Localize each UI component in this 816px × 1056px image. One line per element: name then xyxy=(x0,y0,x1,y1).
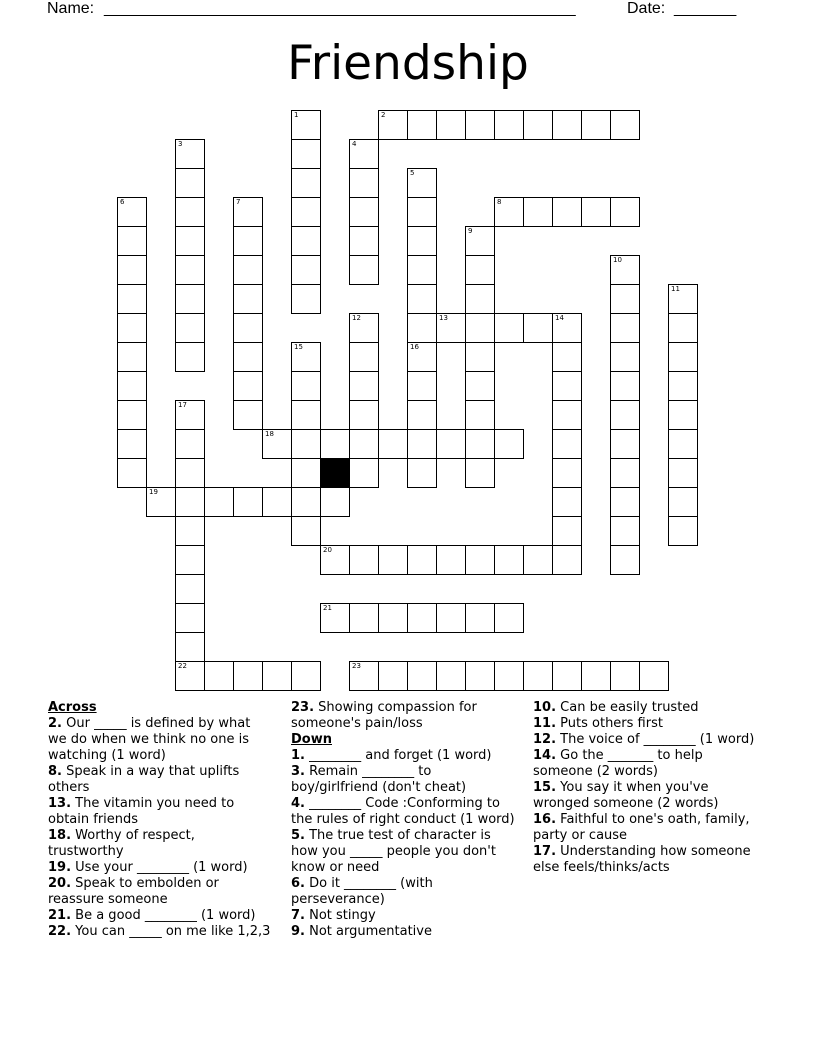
clue-text: Speak in a way that uplifts others xyxy=(48,764,240,795)
clue-text: ________ and forget (1 word) xyxy=(304,748,492,763)
clue-number: 4 xyxy=(352,140,357,148)
grid-cell[interactable] xyxy=(349,255,379,285)
grid-cell[interactable] xyxy=(610,545,640,575)
grid-cell[interactable] xyxy=(349,226,379,256)
grid-cell[interactable] xyxy=(610,284,640,314)
clue xyxy=(48,908,272,924)
grid-cell[interactable] xyxy=(291,400,321,430)
grid-cell[interactable] xyxy=(175,342,205,372)
grid-cell[interactable] xyxy=(552,313,582,343)
clue xyxy=(533,732,761,748)
grid-cell[interactable] xyxy=(378,545,408,575)
grid-cell[interactable] xyxy=(233,400,263,430)
clue xyxy=(291,828,515,876)
grid-cell[interactable] xyxy=(668,487,698,517)
clue xyxy=(48,828,272,860)
down-heading: Down xyxy=(291,732,332,747)
clue-column-2 xyxy=(291,700,515,940)
grid-cell[interactable] xyxy=(610,429,640,459)
clue-number: 18. xyxy=(48,828,72,843)
grid-cell[interactable] xyxy=(610,371,640,401)
grid-cell[interactable] xyxy=(407,603,437,633)
clue-text: Remain ________ to boy/girlfriend (don't cheat) xyxy=(291,764,467,795)
grid-cell[interactable] xyxy=(233,313,263,343)
grid-cell[interactable] xyxy=(552,342,582,372)
grid-cell[interactable] xyxy=(610,400,640,430)
clue-number: 21. xyxy=(48,908,72,923)
clue-text: You say it when you've wronged someone (2 words) xyxy=(533,780,719,811)
grid-cell[interactable] xyxy=(494,603,524,633)
clue xyxy=(533,812,761,844)
grid-cell[interactable] xyxy=(407,168,437,198)
grid-cell[interactable] xyxy=(349,545,379,575)
clue-text: Speak to embolden or reassure someone xyxy=(48,876,219,907)
clue-text: Worthy of respect, trustworthy xyxy=(48,828,195,859)
clue-number: 1. xyxy=(291,748,305,763)
grid-cell[interactable] xyxy=(233,487,263,517)
grid-cell[interactable] xyxy=(320,545,350,575)
clue-text: Puts others first xyxy=(556,716,663,731)
grid-cell[interactable] xyxy=(407,226,437,256)
grid-cell[interactable] xyxy=(175,226,205,256)
clue-number: 7. xyxy=(291,908,305,923)
clue xyxy=(291,908,515,924)
grid-cell[interactable] xyxy=(291,516,321,546)
grid-cell[interactable] xyxy=(465,284,495,314)
clue-text: Can be easily trusted xyxy=(556,700,699,715)
grid-cell[interactable] xyxy=(494,545,524,575)
grid-cell[interactable] xyxy=(581,661,611,691)
clue-number: 16. xyxy=(533,812,557,827)
grid-cell[interactable] xyxy=(117,371,147,401)
grid-cell[interactable] xyxy=(494,110,524,140)
grid-cell[interactable] xyxy=(610,458,640,488)
date-label: Date: xyxy=(627,0,666,17)
clue-number: 21 xyxy=(323,604,332,612)
grid-cell[interactable] xyxy=(407,110,437,140)
clue-number: 17 xyxy=(178,401,187,409)
clue-number: 14. xyxy=(533,748,557,763)
grid-cell[interactable] xyxy=(349,429,379,459)
grid-cell[interactable] xyxy=(291,429,321,459)
clue-number: 5. xyxy=(291,828,305,843)
clue xyxy=(48,796,272,828)
grid-cell[interactable] xyxy=(175,574,205,604)
clue xyxy=(48,924,272,940)
grid-cell[interactable] xyxy=(291,226,321,256)
grid-cell[interactable] xyxy=(465,342,495,372)
grid-cell[interactable] xyxy=(291,342,321,372)
grid-cell[interactable] xyxy=(552,110,582,140)
grid-cell[interactable] xyxy=(436,110,466,140)
clue-number: 23. xyxy=(291,700,315,715)
grid-cell[interactable] xyxy=(291,139,321,169)
clue-text: Not argumentative xyxy=(304,924,432,939)
grid-cell[interactable] xyxy=(233,255,263,285)
grid-cell[interactable] xyxy=(320,429,350,459)
clue xyxy=(48,876,272,908)
clue-number: 8 xyxy=(497,198,502,206)
clue-number: 11. xyxy=(533,716,557,731)
grid-cell[interactable] xyxy=(668,400,698,430)
grid-cell[interactable] xyxy=(407,371,437,401)
clue-text: Understanding how someone else feels/thinks/acts xyxy=(533,844,751,875)
grid-cell[interactable] xyxy=(349,197,379,227)
name-blank[interactable]: _____________________________________________________ xyxy=(104,0,576,17)
clue-text: Go the _______ to help someone (2 words) xyxy=(533,748,703,779)
clue-text: Do it ________ (with perseverance) xyxy=(291,876,433,907)
grid-cell[interactable] xyxy=(465,255,495,285)
grid-cell[interactable] xyxy=(175,139,205,169)
grid-cell[interactable] xyxy=(465,603,495,633)
clue-text: The vitamin you need to obtain friends xyxy=(48,796,235,827)
grid-cell[interactable] xyxy=(320,603,350,633)
clue-number: 9. xyxy=(291,924,305,939)
grid-cell[interactable] xyxy=(465,400,495,430)
grid-cell[interactable] xyxy=(407,255,437,285)
grid-cell[interactable] xyxy=(610,197,640,227)
grid-cell[interactable] xyxy=(117,400,147,430)
grid-cell[interactable] xyxy=(494,661,524,691)
grid-cell[interactable] xyxy=(436,661,466,691)
grid-cell[interactable] xyxy=(552,197,582,227)
clue-text: ________ Code :Conforming to the rules of right conduct (1 word) xyxy=(291,796,515,827)
grid-cell[interactable] xyxy=(175,487,205,517)
clue-number: 9 xyxy=(468,227,473,235)
grid-cell[interactable] xyxy=(291,255,321,285)
clue-number: 8. xyxy=(48,764,62,779)
clue xyxy=(48,716,272,764)
clue-number: 3. xyxy=(291,764,305,779)
grid-cell[interactable] xyxy=(436,603,466,633)
grid-cell[interactable] xyxy=(291,371,321,401)
grid-cell[interactable] xyxy=(291,661,321,691)
grid-cell[interactable] xyxy=(117,458,147,488)
grid-cell[interactable] xyxy=(465,545,495,575)
clue-number: 13 xyxy=(439,314,448,322)
grid-cell[interactable] xyxy=(407,661,437,691)
grid-cell[interactable] xyxy=(233,342,263,372)
black-cell xyxy=(320,458,350,488)
clue-number: 10 xyxy=(613,256,622,264)
clue xyxy=(291,764,515,796)
clue-number: 12 xyxy=(352,314,361,322)
across-heading: Across xyxy=(48,700,97,715)
grid-cell[interactable] xyxy=(581,197,611,227)
grid-cell[interactable] xyxy=(668,371,698,401)
grid-cell[interactable] xyxy=(233,226,263,256)
grid-cell[interactable] xyxy=(436,429,466,459)
grid-cell[interactable] xyxy=(465,429,495,459)
grid-cell[interactable] xyxy=(465,313,495,343)
grid-cell[interactable] xyxy=(262,429,292,459)
grid-cell[interactable] xyxy=(523,661,553,691)
clue-number: 12. xyxy=(533,732,557,747)
clue-text: Not stingy xyxy=(304,908,376,923)
grid-cell[interactable] xyxy=(117,226,147,256)
grid-cell[interactable] xyxy=(291,110,321,140)
grid-cell[interactable] xyxy=(552,371,582,401)
grid-cell[interactable] xyxy=(175,632,205,662)
grid-cell[interactable] xyxy=(146,487,176,517)
clue-text: Be a good ________ (1 word) xyxy=(71,908,256,923)
grid-cell[interactable] xyxy=(552,487,582,517)
grid-cell[interactable] xyxy=(436,545,466,575)
clue-text: The true test of character is how you _____ people you don't know or need xyxy=(291,828,496,875)
grid-cell[interactable] xyxy=(494,429,524,459)
grid-cell[interactable] xyxy=(204,661,234,691)
grid-cell[interactable] xyxy=(407,400,437,430)
grid-cell[interactable] xyxy=(610,313,640,343)
clue-number: 2 xyxy=(381,111,386,119)
clue-number: 16 xyxy=(410,343,419,351)
clue-number: 2. xyxy=(48,716,62,731)
grid-cell[interactable] xyxy=(581,110,611,140)
name-label: Name: xyxy=(47,0,95,17)
grid-cell[interactable] xyxy=(349,342,379,372)
grid-cell[interactable] xyxy=(552,661,582,691)
grid-cell[interactable] xyxy=(465,110,495,140)
clue-number: 4. xyxy=(291,796,305,811)
grid-cell[interactable] xyxy=(291,197,321,227)
grid-cell[interactable] xyxy=(349,603,379,633)
grid-cell[interactable] xyxy=(233,284,263,314)
grid-cell[interactable] xyxy=(610,516,640,546)
grid-cell[interactable] xyxy=(291,168,321,198)
grid-cell[interactable] xyxy=(175,603,205,633)
grid-cell[interactable] xyxy=(262,661,292,691)
clue-text: The voice of ________ (1 word) xyxy=(556,732,755,747)
clue-number: 17. xyxy=(533,844,557,859)
grid-cell[interactable] xyxy=(204,487,234,517)
grid-cell[interactable] xyxy=(175,661,205,691)
grid-cell[interactable] xyxy=(552,429,582,459)
clue-number: 1 xyxy=(294,111,299,119)
grid-cell[interactable] xyxy=(465,458,495,488)
clue-number: 15 xyxy=(294,343,303,351)
clue-number: 22. xyxy=(48,924,72,939)
grid-cell[interactable] xyxy=(407,429,437,459)
grid-cell[interactable] xyxy=(378,661,408,691)
grid-cell[interactable] xyxy=(378,110,408,140)
clue-number: 6. xyxy=(291,876,305,891)
grid-cell[interactable] xyxy=(349,400,379,430)
clue-number: 20. xyxy=(48,876,72,891)
grid-cell[interactable] xyxy=(262,487,292,517)
clue-number: 20 xyxy=(323,546,332,554)
grid-cell[interactable] xyxy=(175,429,205,459)
clue-number: 15. xyxy=(533,780,557,795)
grid-cell[interactable] xyxy=(494,197,524,227)
clue-number: 13. xyxy=(48,796,72,811)
grid-cell[interactable] xyxy=(552,400,582,430)
grid-cell[interactable] xyxy=(175,458,205,488)
clue-number: 18 xyxy=(265,430,274,438)
clue-number: 22 xyxy=(178,662,187,670)
grid-cell[interactable] xyxy=(610,255,640,285)
grid-cell[interactable] xyxy=(407,313,437,343)
grid-cell[interactable] xyxy=(175,545,205,575)
clue-number: 5 xyxy=(410,169,415,177)
grid-cell[interactable] xyxy=(668,342,698,372)
grid-cell[interactable] xyxy=(291,458,321,488)
grid-cell[interactable] xyxy=(349,661,379,691)
clue-column-3 xyxy=(533,700,761,876)
grid-cell[interactable] xyxy=(291,487,321,517)
page-title: Friendship xyxy=(287,36,529,91)
clue-text: Showing compassion for someone's pain/loss xyxy=(291,700,477,731)
grid-cell[interactable] xyxy=(552,516,582,546)
clue xyxy=(291,796,515,828)
grid-cell[interactable] xyxy=(668,458,698,488)
grid-cell[interactable] xyxy=(117,429,147,459)
clue xyxy=(533,844,761,876)
grid-cell[interactable] xyxy=(320,487,350,517)
clue-number: 10. xyxy=(533,700,557,715)
grid-cell[interactable] xyxy=(175,168,205,198)
grid-cell[interactable] xyxy=(233,371,263,401)
clue-text: Faithful to one's oath, family, party or cause xyxy=(533,812,750,843)
clue-number: 3 xyxy=(178,140,183,148)
grid-cell[interactable] xyxy=(291,284,321,314)
grid-cell[interactable] xyxy=(378,429,408,459)
clue xyxy=(48,860,272,876)
clue xyxy=(533,780,761,812)
clue-text: Our _____ is defined by what we do when we think no one is watching (1 word) xyxy=(48,716,251,763)
grid-cell[interactable] xyxy=(523,313,553,343)
grid-cell[interactable] xyxy=(552,458,582,488)
grid-cell[interactable] xyxy=(523,545,553,575)
grid-cell[interactable] xyxy=(117,197,147,227)
clue xyxy=(291,748,515,764)
grid-cell[interactable] xyxy=(668,284,698,314)
grid-cell[interactable] xyxy=(378,603,408,633)
grid-cell[interactable] xyxy=(668,313,698,343)
grid-cell[interactable] xyxy=(639,661,669,691)
grid-cell[interactable] xyxy=(117,284,147,314)
grid-cell[interactable] xyxy=(407,342,437,372)
grid-cell[interactable] xyxy=(552,545,582,575)
grid-cell[interactable] xyxy=(175,516,205,546)
grid-cell[interactable] xyxy=(175,284,205,314)
grid-cell[interactable] xyxy=(117,342,147,372)
grid-cell[interactable] xyxy=(610,110,640,140)
grid-cell[interactable] xyxy=(407,545,437,575)
clue xyxy=(533,716,761,732)
clue-text: You can _____ on me like 1,2,3 xyxy=(71,924,271,939)
grid-cell[interactable] xyxy=(465,226,495,256)
clue xyxy=(48,764,272,796)
grid-cell[interactable] xyxy=(175,197,205,227)
grid-cell[interactable] xyxy=(349,458,379,488)
clue xyxy=(533,748,761,780)
clue-number: 23 xyxy=(352,662,361,670)
grid-cell[interactable] xyxy=(668,516,698,546)
grid-cell[interactable] xyxy=(349,168,379,198)
grid-cell[interactable] xyxy=(465,661,495,691)
grid-cell[interactable] xyxy=(407,458,437,488)
clue-number: 11 xyxy=(671,285,680,293)
grid-cell[interactable] xyxy=(233,661,263,691)
clue xyxy=(533,700,761,716)
clue-number: 7 xyxy=(236,198,241,206)
grid-cell[interactable] xyxy=(668,429,698,459)
grid-cell[interactable] xyxy=(407,284,437,314)
clue xyxy=(291,924,515,940)
grid-cell[interactable] xyxy=(610,661,640,691)
grid-cell[interactable] xyxy=(465,371,495,401)
grid-cell[interactable] xyxy=(610,487,640,517)
clue-number: 6 xyxy=(120,198,125,206)
grid-cell[interactable] xyxy=(117,313,147,343)
grid-cell[interactable] xyxy=(436,313,466,343)
grid-cell[interactable] xyxy=(407,197,437,227)
grid-cell[interactable] xyxy=(349,371,379,401)
grid-cell[interactable] xyxy=(175,255,205,285)
date-blank[interactable]: _______ xyxy=(674,0,737,17)
grid-cell[interactable] xyxy=(523,110,553,140)
clue-number: 14 xyxy=(555,314,564,322)
clue-number: 19. xyxy=(48,860,72,875)
grid-cell[interactable] xyxy=(349,139,379,169)
clue-column-1 xyxy=(48,700,272,940)
clue xyxy=(291,700,515,732)
grid-cell[interactable] xyxy=(233,197,263,227)
clue xyxy=(291,876,515,908)
grid-cell[interactable] xyxy=(523,197,553,227)
grid-cell[interactable] xyxy=(175,400,205,430)
clue-text: Use your ________ (1 word) xyxy=(71,860,248,875)
grid-cell[interactable] xyxy=(117,255,147,285)
grid-cell[interactable] xyxy=(349,313,379,343)
grid-cell[interactable] xyxy=(610,342,640,372)
grid-cell[interactable] xyxy=(494,313,524,343)
grid-cell[interactable] xyxy=(175,313,205,343)
clue-number: 19 xyxy=(149,488,158,496)
